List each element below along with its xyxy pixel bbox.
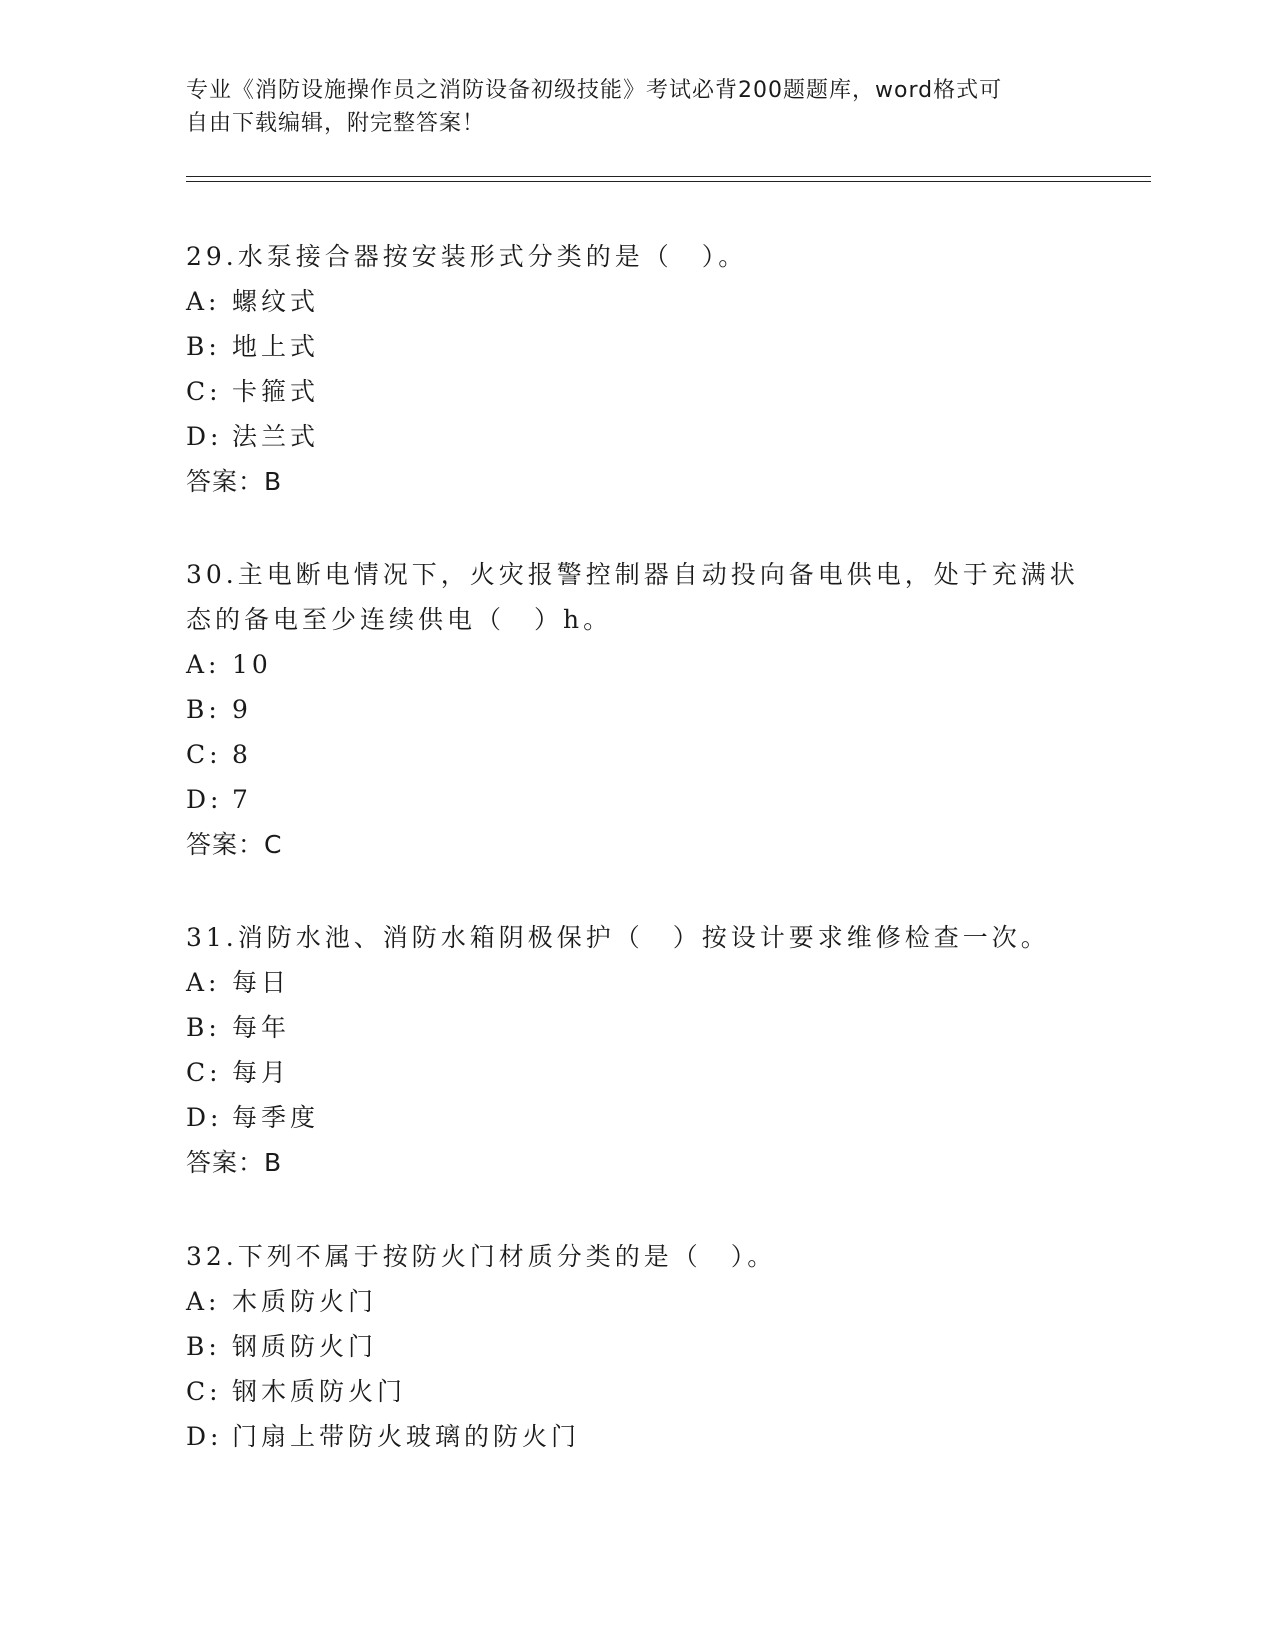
question-stem-line: 态的备电至少连续供电（ ）h。 — [186, 605, 613, 634]
option-text: 门扇上带防火玻璃的防火门 — [232, 1422, 581, 1451]
option-text: 9 — [232, 695, 252, 724]
option-text: 卡箍式 — [232, 377, 320, 406]
option-text: 7 — [232, 785, 252, 814]
header-line-1: 专业《消防设施操作员之消防设备初级技能》考试必背200题题库，word格式可 — [186, 78, 1003, 103]
header-divider-bottom — [186, 181, 1151, 182]
option-letter: D: — [186, 1103, 223, 1132]
option-d — [186, 414, 1086, 459]
option-a — [186, 642, 1086, 687]
question-32 — [186, 1234, 1086, 1459]
option-letter: C: — [186, 377, 222, 406]
option-text: 木质防火门 — [232, 1287, 378, 1316]
option-letter: A: — [186, 968, 221, 997]
option-letter: B: — [186, 695, 221, 724]
option-b — [186, 324, 1086, 369]
answer-line: 答案：C — [186, 830, 283, 859]
option-text: 法兰式 — [232, 422, 320, 451]
option-letter: A: — [186, 1287, 221, 1316]
question-stem — [186, 234, 1086, 279]
answer-line: 答案：B — [186, 467, 283, 496]
option-text: 每月 — [232, 1058, 291, 1087]
option-c — [186, 369, 1086, 414]
option-text: 螺纹式 — [232, 287, 320, 316]
question-stem-line: 29.水泵接合器按安装形式分类的是（ ）。 — [186, 242, 748, 271]
question-stem — [186, 1234, 1086, 1279]
answer-line: 答案：B — [186, 1148, 283, 1177]
option-b — [186, 687, 1086, 732]
option-text: 每日 — [232, 968, 291, 997]
option-d — [186, 1414, 1086, 1459]
option-b — [186, 1005, 1086, 1050]
header-divider-top — [186, 176, 1151, 177]
question-stem — [186, 915, 1086, 960]
option-letter: A: — [186, 650, 221, 679]
option-text: 每年 — [232, 1013, 291, 1042]
question-stem-line: 32.下列不属于按防火门材质分类的是（ ）。 — [186, 1242, 777, 1271]
option-letter: A: — [186, 287, 221, 316]
option-letter: B: — [186, 1013, 221, 1042]
option-text: 钢木质防火门 — [232, 1377, 407, 1406]
option-letter: D: — [186, 422, 223, 451]
question-stem — [186, 552, 1086, 642]
option-letter: B: — [186, 1332, 221, 1361]
option-letter: D: — [186, 1422, 223, 1451]
option-d — [186, 1095, 1086, 1140]
option-text: 地上式 — [232, 332, 320, 361]
option-text: 10 — [232, 650, 272, 679]
option-c — [186, 1050, 1086, 1095]
option-letter: D: — [186, 785, 223, 814]
question-stem-line: 30.主电断电情况下，火灾报警控制器自动投向备电供电，处于充满状 — [186, 560, 1079, 589]
question-29 — [186, 234, 1086, 504]
option-c — [186, 732, 1086, 777]
option-letter: C: — [186, 740, 222, 769]
option-a — [186, 960, 1086, 1005]
option-letter: B: — [186, 332, 221, 361]
option-text: 钢质防火门 — [232, 1332, 378, 1361]
option-text: 每季度 — [232, 1103, 320, 1132]
question-stem-line: 31.消防水池、消防水箱阴极保护（ ）按设计要求维修检查一次。 — [186, 923, 1050, 952]
header-line-2: 自由下载编辑，附完整答案！ — [186, 111, 486, 136]
option-d — [186, 777, 1086, 822]
option-letter: C: — [186, 1058, 222, 1087]
option-b — [186, 1324, 1086, 1369]
option-text: 8 — [232, 740, 252, 769]
question-31 — [186, 915, 1086, 1185]
option-a — [186, 1279, 1086, 1324]
option-letter: C: — [186, 1377, 222, 1406]
document-header — [186, 74, 1066, 140]
option-a — [186, 279, 1086, 324]
question-30 — [186, 552, 1086, 867]
option-c — [186, 1369, 1086, 1414]
